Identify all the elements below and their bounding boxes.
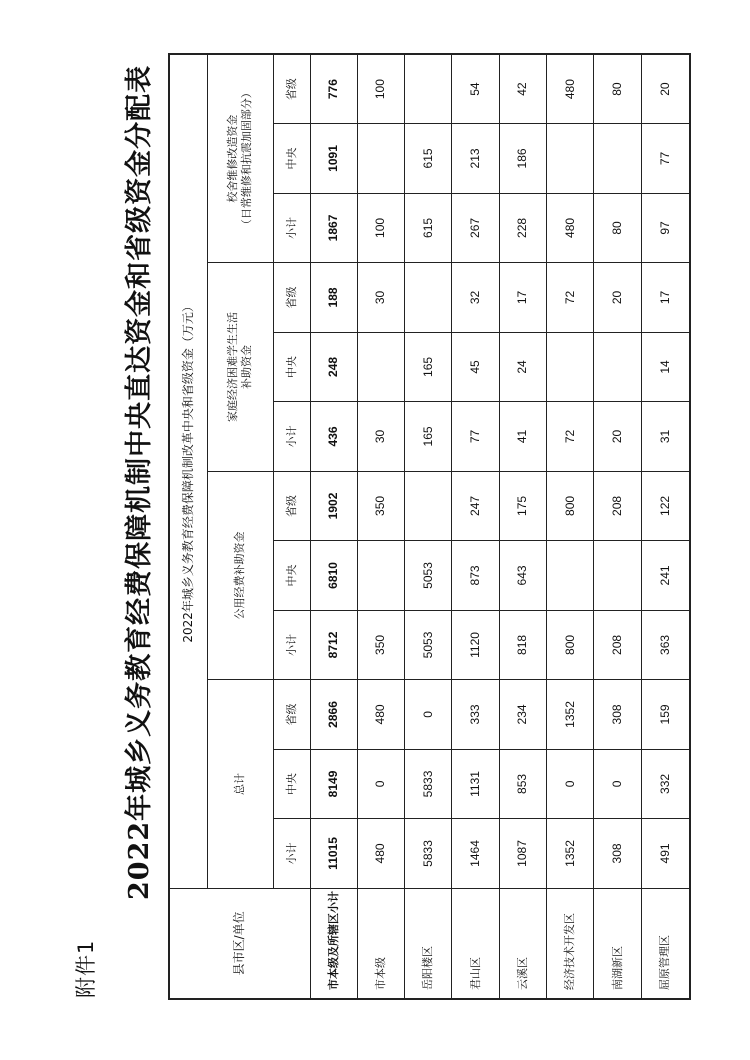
unit-header: 县市区/单位 bbox=[169, 888, 310, 999]
table-cell: 643 bbox=[499, 541, 546, 611]
group-repair-header bbox=[207, 54, 273, 263]
table-cell: 80 bbox=[594, 54, 641, 124]
allocation-table bbox=[168, 53, 691, 1000]
table-cell: 1352 bbox=[547, 819, 594, 889]
table-cell: 30 bbox=[357, 263, 404, 333]
row-name: 南湖新区 bbox=[594, 888, 641, 999]
table-cell: 30 bbox=[357, 402, 404, 472]
table-cell: 165 bbox=[405, 402, 452, 472]
table-cell bbox=[547, 541, 594, 611]
table-row bbox=[405, 54, 452, 999]
table-cell: 480 bbox=[547, 54, 594, 124]
table-cell: 776 bbox=[310, 54, 357, 124]
table-cell bbox=[357, 541, 404, 611]
table-cell: 45 bbox=[452, 332, 499, 402]
table-cell: 54 bbox=[452, 54, 499, 124]
table-cell: 818 bbox=[499, 610, 546, 680]
group-total-header: 总计 bbox=[207, 680, 273, 889]
table-cell: 2866 bbox=[310, 680, 357, 750]
table-cell: 77 bbox=[641, 124, 690, 194]
table-cell: 100 bbox=[357, 193, 404, 263]
table-cell: 72 bbox=[547, 402, 594, 472]
table-cell: 8712 bbox=[310, 610, 357, 680]
main-header: 2022年城乡义务教育经费保障机制改革中央和省级资金（万元） bbox=[169, 54, 207, 888]
group-student-aid-header bbox=[207, 263, 273, 472]
row-name: 云溪区 bbox=[499, 888, 546, 999]
sub-header: 小计 bbox=[273, 402, 310, 472]
group-public-funds-header: 公用经费补助资金 bbox=[207, 471, 273, 680]
table-cell bbox=[594, 541, 641, 611]
table-cell: 247 bbox=[452, 471, 499, 541]
table-cell: 800 bbox=[547, 610, 594, 680]
group-repair-line2: （日常维修和抗震加固部分） bbox=[240, 87, 253, 231]
table-cell bbox=[357, 332, 404, 402]
table-cell: 208 bbox=[594, 471, 641, 541]
row-name: 经济技术开发区 bbox=[547, 888, 594, 999]
table-cell: 80 bbox=[594, 193, 641, 263]
table-cell bbox=[594, 124, 641, 194]
sub-header: 省级 bbox=[273, 680, 310, 750]
table-cell: 20 bbox=[594, 402, 641, 472]
table-cell: 308 bbox=[594, 819, 641, 889]
table-cell: 615 bbox=[405, 193, 452, 263]
table-cell: 42 bbox=[499, 54, 546, 124]
table-cell bbox=[405, 471, 452, 541]
table-cell: 248 bbox=[310, 332, 357, 402]
table-cell: 122 bbox=[641, 471, 690, 541]
row-name: 屈原管理区 bbox=[641, 888, 690, 999]
table-cell: 20 bbox=[594, 263, 641, 333]
table-cell: 0 bbox=[357, 749, 404, 819]
table-cell: 480 bbox=[357, 680, 404, 750]
table-row bbox=[452, 54, 499, 999]
table-cell: 1464 bbox=[452, 819, 499, 889]
group-student-aid-line1: 家庭经济困难学生生活 bbox=[226, 311, 240, 422]
table-cell: 72 bbox=[547, 263, 594, 333]
sub-header: 省级 bbox=[273, 471, 310, 541]
table-cell bbox=[357, 124, 404, 194]
row-name: 市本级及所辖区小计 bbox=[310, 888, 357, 999]
table-cell bbox=[594, 332, 641, 402]
table-cell: 350 bbox=[357, 471, 404, 541]
table-cell: 17 bbox=[499, 263, 546, 333]
table-cell: 1091 bbox=[310, 124, 357, 194]
table-cell bbox=[547, 124, 594, 194]
table-cell: 333 bbox=[452, 680, 499, 750]
table-cell: 1087 bbox=[499, 819, 546, 889]
table-cell: 97 bbox=[641, 193, 690, 263]
table-cell: 100 bbox=[357, 54, 404, 124]
table-cell: 159 bbox=[641, 680, 690, 750]
sub-header: 中央 bbox=[273, 749, 310, 819]
table-row bbox=[594, 54, 641, 999]
table-row bbox=[499, 54, 546, 999]
table-row bbox=[310, 54, 357, 999]
table-cell: 0 bbox=[405, 680, 452, 750]
table-cell: 186 bbox=[499, 124, 546, 194]
table-cell: 208 bbox=[594, 610, 641, 680]
page-title: 2022年城乡义务教育经费保障机制中央直达资金和省级资金分配表 bbox=[124, 64, 155, 900]
table-cell: 0 bbox=[594, 749, 641, 819]
table-cell: 17 bbox=[641, 263, 690, 333]
table-cell: 77 bbox=[452, 402, 499, 472]
table-cell bbox=[547, 332, 594, 402]
table-cell: 20 bbox=[641, 54, 690, 124]
table-cell: 363 bbox=[641, 610, 690, 680]
table-cell bbox=[405, 263, 452, 333]
table-cell: 853 bbox=[499, 749, 546, 819]
sub-header: 中央 bbox=[273, 124, 310, 194]
table-cell: 188 bbox=[310, 263, 357, 333]
table-cell: 14 bbox=[641, 332, 690, 402]
table-cell: 5833 bbox=[405, 749, 452, 819]
sub-header: 小计 bbox=[273, 819, 310, 889]
row-name: 君山区 bbox=[452, 888, 499, 999]
attachment-label: 附件1 bbox=[74, 939, 98, 998]
table-cell: 241 bbox=[641, 541, 690, 611]
table-cell: 6810 bbox=[310, 541, 357, 611]
table-cell: 5053 bbox=[405, 541, 452, 611]
table-cell: 213 bbox=[452, 124, 499, 194]
table-row bbox=[357, 54, 404, 999]
sub-header: 小计 bbox=[273, 610, 310, 680]
table-cell: 31 bbox=[641, 402, 690, 472]
table-cell: 32 bbox=[452, 263, 499, 333]
table-cell: 0 bbox=[547, 749, 594, 819]
row-name: 岳阳楼区 bbox=[405, 888, 452, 999]
group-repair-line1: 校舍维修改造资金 bbox=[226, 114, 240, 203]
table-cell: 332 bbox=[641, 749, 690, 819]
table-cell: 267 bbox=[452, 193, 499, 263]
group-student-aid-line2: 补助资金 bbox=[240, 344, 253, 389]
table-cell: 308 bbox=[594, 680, 641, 750]
table-cell: 1902 bbox=[310, 471, 357, 541]
table-cell: 165 bbox=[405, 332, 452, 402]
sub-header: 省级 bbox=[273, 54, 310, 124]
table-cell: 800 bbox=[547, 471, 594, 541]
table-cell bbox=[405, 54, 452, 124]
table-cell: 24 bbox=[499, 332, 546, 402]
table-cell: 228 bbox=[499, 193, 546, 263]
table-cell: 615 bbox=[405, 124, 452, 194]
table-cell: 41 bbox=[499, 402, 546, 472]
table-cell: 5053 bbox=[405, 610, 452, 680]
table-row bbox=[641, 54, 690, 999]
sub-header: 省级 bbox=[273, 263, 310, 333]
row-name: 市本级 bbox=[357, 888, 404, 999]
table-cell: 873 bbox=[452, 541, 499, 611]
sub-header: 小计 bbox=[273, 193, 310, 263]
table-cell: 1867 bbox=[310, 193, 357, 263]
table-cell: 480 bbox=[357, 819, 404, 889]
sub-header: 中央 bbox=[273, 541, 310, 611]
table-cell: 234 bbox=[499, 680, 546, 750]
table-cell: 350 bbox=[357, 610, 404, 680]
table-cell: 175 bbox=[499, 471, 546, 541]
table-cell: 436 bbox=[310, 402, 357, 472]
table-cell: 8149 bbox=[310, 749, 357, 819]
table-row bbox=[547, 54, 594, 999]
table-cell: 1352 bbox=[547, 680, 594, 750]
table-cell: 5833 bbox=[405, 819, 452, 889]
table-cell: 491 bbox=[641, 819, 690, 889]
table-cell: 1131 bbox=[452, 749, 499, 819]
sub-header: 中央 bbox=[273, 332, 310, 402]
table-cell: 11015 bbox=[310, 819, 357, 889]
table-cell: 1120 bbox=[452, 610, 499, 680]
table-cell: 480 bbox=[547, 193, 594, 263]
